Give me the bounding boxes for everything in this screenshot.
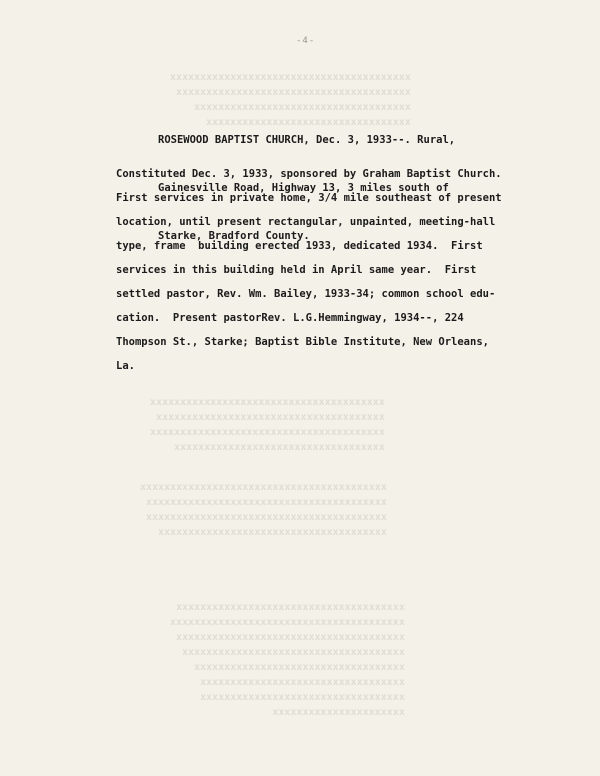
bleed-through-2: xxxxxxxxxxxxxxxxxxxxxxxxxxxxxxxxxxxxxxx xxxxxxxxxxxxxxxxxxxxxxxxxxxxxxxxxxxxxx xxxxxxxxxxxxxxxxxxxxxxxxxxxxxxxxxxxxxxx xxxxxxxxxxxxxxxxxxxxxxxxxxxxxxxxxxx [150,397,385,453]
body-line: type, frame building erected 1933, dedicated 1934. First [116,240,483,252]
body-line: cation. Present pastorRev. L.G.Hemmingway, 1934--, 224 [116,312,464,324]
body-line: location, until present rectangular, unpainted, meeting-hall [116,216,496,228]
body-line: services in this building held in April same year. First [116,264,477,276]
body-line: Thompson St., Starke; Baptist Bible Institute, New Orleans, [116,336,489,348]
body-line: First services in private home, 3/4 mile southeast of present [116,192,502,204]
heading-line: Starke, Bradford County. [158,230,310,242]
bleed-through-4: xxxxxxxxxxxxxxxxxxxxxxxxxxxxxxxxxxxxxx xxxxxxxxxxxxxxxxxxxxxxxxxxxxxxxxxxxxxxx xxxxxxxxxxxxxxxxxxxxxxxxxxxxxxxxxxxxxx xxxxxxxxxxxxxxxxxxxxxxxxxxxxxxxxxxxxx xxxxxxxxxxxxxxxxxxxxxxxxxxxxxxxxxxx xxxxxxxxxxxxxxxxxxxxxxxxxxxxxxxxxx xxxxxxxxxxxxxxxxxxxxxxxxxxxxxxxxxx xxxxxxxxxxxxxxxxxxxxxx [170,602,405,718]
page-number-mark: -4- [296,36,316,46]
body-line: settled pastor, Rev. Wm. Bailey, 1933-34; common school edu- [116,288,496,300]
bleed-through-1: xxxxxxxxxxxxxxxxxxxxxxxxxxxxxxxxxxxxxxxx xxxxxxxxxxxxxxxxxxxxxxxxxxxxxxxxxxxxxxx xxxxxxxxxxxxxxxxxxxxxxxxxxxxxxxxxxxx xxxxxxxxxxxxxxxxxxxxxxxxxxxxxxxxxx [170,72,411,128]
heading-line: Gainesville Road, Highway 13, 3 miles south of [158,182,449,194]
body-line: Constituted Dec. 3, 1933, sponsored by Graham Baptist Church. [116,168,502,180]
bleed-through-3: xxxxxxxxxxxxxxxxxxxxxxxxxxxxxxxxxxxxxxxxx xxxxxxxxxxxxxxxxxxxxxxxxxxxxxxxxxxxxxxxx xxxxxxxxxxxxxxxxxxxxxxxxxxxxxxxxxxxxxxxx xxxxxxxxxxxxxxxxxxxxxxxxxxxxxxxxxxxxxx [140,482,387,538]
heading-line: ROSEWOOD BAPTIST CHURCH, Dec. 3, 1933--. Rural, [158,134,456,146]
entry-body [116,162,502,378]
body-line: La. [116,360,135,372]
